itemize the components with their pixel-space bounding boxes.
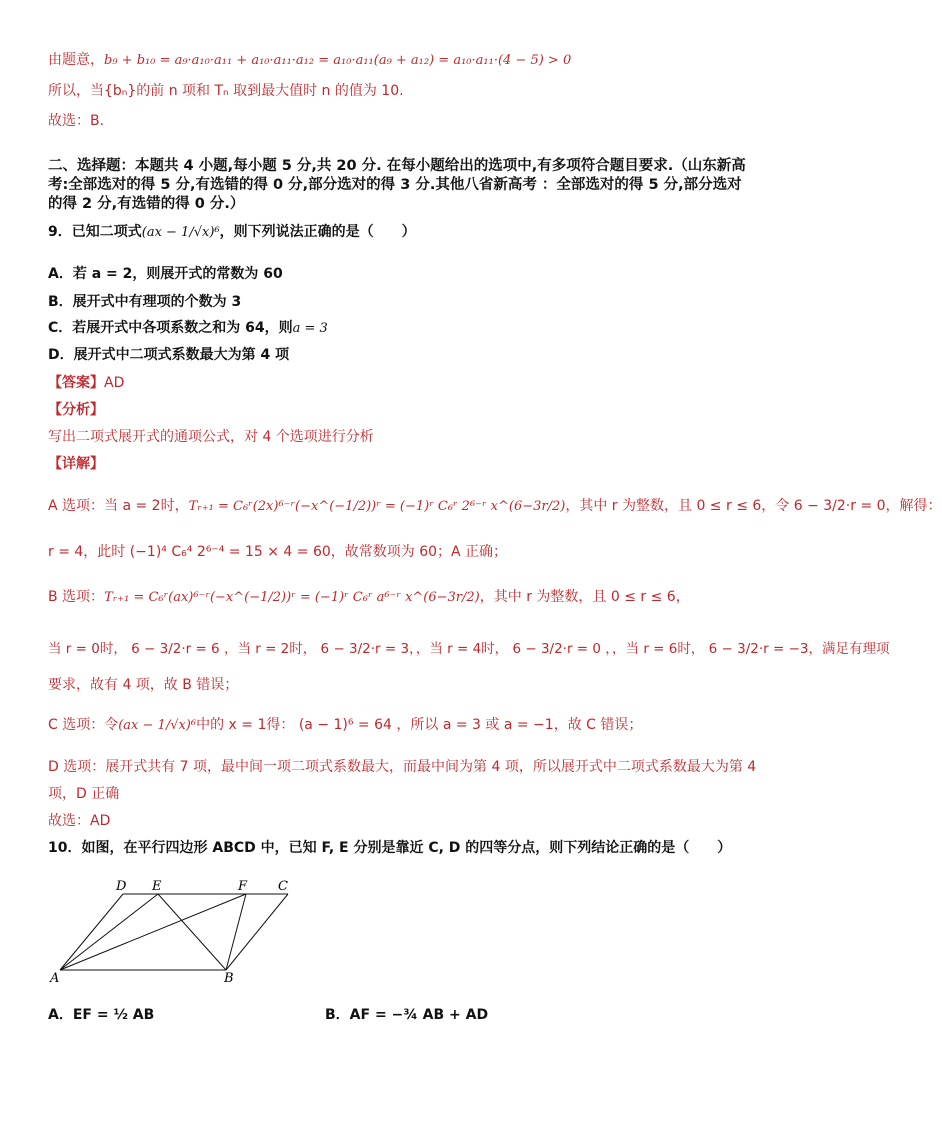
q9-stem-b: ，则下列说法正确的是（ ） bbox=[219, 224, 416, 240]
segment-ae bbox=[60, 894, 158, 970]
edge-ad bbox=[60, 894, 123, 970]
q9-option-a: A．若 a = 2，则展开式的常数为 60 bbox=[48, 266, 283, 282]
q9-detail-b-math: Tᵣ₊₁ = C₆ʳ(ax)⁶⁻ʳ(−x^(−1/2))ʳ = (−1)ʳ C₆ʳ a⁶⁻ʳ x^(6−3r/2) bbox=[104, 590, 480, 605]
q9-answer-label: 【答案】 bbox=[48, 375, 104, 391]
q10-parallelogram-figure bbox=[40, 870, 300, 990]
q9-detail-d-line-2: 项，D 正确 bbox=[48, 786, 120, 802]
q9-detail-a-line-2: r = 4，此时 (−1)⁴ C₆⁴ 2⁶⁻⁴ = 15 × 4 = 60，故常数项为 60；A 正确； bbox=[48, 544, 508, 560]
q9-stem-expr: (ax − 1/√x)⁶ bbox=[141, 225, 220, 240]
q9-option-d: D．展开式中二项式系数最大为第 4 项 bbox=[48, 347, 290, 363]
q9-detail-a-line-1 bbox=[48, 496, 942, 517]
label-a: A bbox=[50, 971, 60, 986]
q9-detail-d-line-1: D 选项：展开式共有 7 项，最中间一项二项式系数最大，而最中间为第 4 项，所以展开式中二项式系数最大为第 4 bbox=[48, 759, 757, 775]
top-line-1-prefix: 由题意， bbox=[48, 52, 104, 68]
section2-line-1: 二、选择题：本题共 4 小题,每小题 5 分,共 20 分. 在每小题给出的选项中,有多项符合题目要求.（山东新高 bbox=[48, 158, 746, 174]
label-f: F bbox=[238, 879, 248, 894]
q9-detail-label: 【详解】 bbox=[48, 456, 104, 472]
q9-analysis-text: 写出二项式展开式的通项公式，对 4 个选项进行分析 bbox=[48, 429, 374, 445]
label-c: C bbox=[278, 879, 288, 894]
q9-detail-a-tail: ，其中 r 为整数，且 0 ≤ r ≤ 6，令 6 − 3/2·r = 0，解得： bbox=[565, 498, 942, 514]
q9-detail-a-text: A 选项：当 a = 2时， bbox=[48, 498, 189, 514]
section2-line-2: 考:全部选对的得 5 分,有选错的得 0 分,部分选对的得 3 分.其他八省新高考 ：全部选对的得 5 分,部分选对 bbox=[48, 177, 742, 193]
label-e: E bbox=[152, 879, 162, 894]
q9-answer bbox=[48, 373, 124, 393]
label-d: D bbox=[116, 879, 127, 894]
edge-bc bbox=[226, 894, 288, 970]
q9-detail-c-expr: (ax − 1/√x)⁶ bbox=[118, 718, 197, 733]
top-line-1-math: b₉ + b₁₀ = a₉·a₁₀·a₁₁ + a₁₀·a₁₁·a₁₂ = a₁₀·a₁₁(a₉ + a₁₂) = a₁₀·a₁₁·(4 − 5) > 0 bbox=[104, 53, 572, 68]
q9-option-b: B．展开式中有理项的个数为 3 bbox=[48, 294, 242, 310]
q9-detail-c-text: C 选项：令 bbox=[48, 717, 119, 733]
segment-af bbox=[60, 894, 246, 970]
section2-line-3: 的得 2 分,有选错的得 0 分.） bbox=[48, 196, 245, 212]
q9-detail-b-tail: ，其中 r 为整数，且 0 ≤ r ≤ 6， bbox=[479, 589, 690, 605]
q9-option-c-math: a = 3 bbox=[292, 321, 328, 336]
q9-stem-a: 9．已知二项式 bbox=[48, 224, 142, 240]
q10-option-a: A．EF = ½ AB bbox=[48, 1007, 155, 1023]
q9-final: 故选：AD bbox=[48, 813, 111, 829]
q9-answer-value: AD bbox=[104, 375, 125, 391]
top-line-1 bbox=[48, 50, 571, 71]
q9-detail-c-tail: 中的 x = 1得： (a − 1)⁶ = 64 ，所以 a = 3 或 a = −1，故 C 错误； bbox=[196, 717, 643, 733]
q9-detail-b-line-3: 要求，故有 4 项，故 B 错误； bbox=[48, 677, 239, 693]
segment-be bbox=[158, 894, 226, 970]
top-line-3: 故选：B. bbox=[48, 113, 105, 129]
q9-stem bbox=[48, 222, 416, 243]
q9-analysis-label: 【分析】 bbox=[48, 402, 104, 418]
q9-detail-a-math: Tᵣ₊₁ = C₆ʳ(2x)⁶⁻ʳ(−x^(−1/2))ʳ = (−1)ʳ C₆ʳ 2⁶⁻ʳ x^(6−3r/2) bbox=[188, 499, 566, 514]
q9-detail-b-text: B 选项： bbox=[48, 589, 105, 605]
q9-option-c bbox=[48, 318, 328, 339]
segment-bf bbox=[226, 894, 246, 970]
q9-detail-b-line-1 bbox=[48, 587, 690, 608]
q9-detail-c bbox=[48, 715, 642, 736]
label-b: B bbox=[224, 971, 234, 986]
q9-option-c-text: C．若展开式中各项系数之和为 64，则 bbox=[48, 320, 293, 336]
q9-detail-b-line-2: 当 r = 0时， 6 − 3/2·r = 6 ，当 r = 2时， 6 − 3/2·r = 3，，当 r = 4时， 6 − 3/2·r = 0 ，，当 r = 6时， 6 − 3/2·r = −3，满足有理项 bbox=[48, 641, 890, 657]
q10-option-b: B．AF = −¾ AB + AD bbox=[325, 1007, 489, 1023]
top-line-2: 所以，当{bₙ}的前 n 项和 Tₙ 取到最大值时 n 的值为 10. bbox=[48, 83, 404, 99]
q10-stem: 10．如图，在平行四边形 ABCD 中，已知 F, E 分别是靠近 C, D 的四等分点，则下列结论正确的是（ ） bbox=[48, 840, 732, 856]
